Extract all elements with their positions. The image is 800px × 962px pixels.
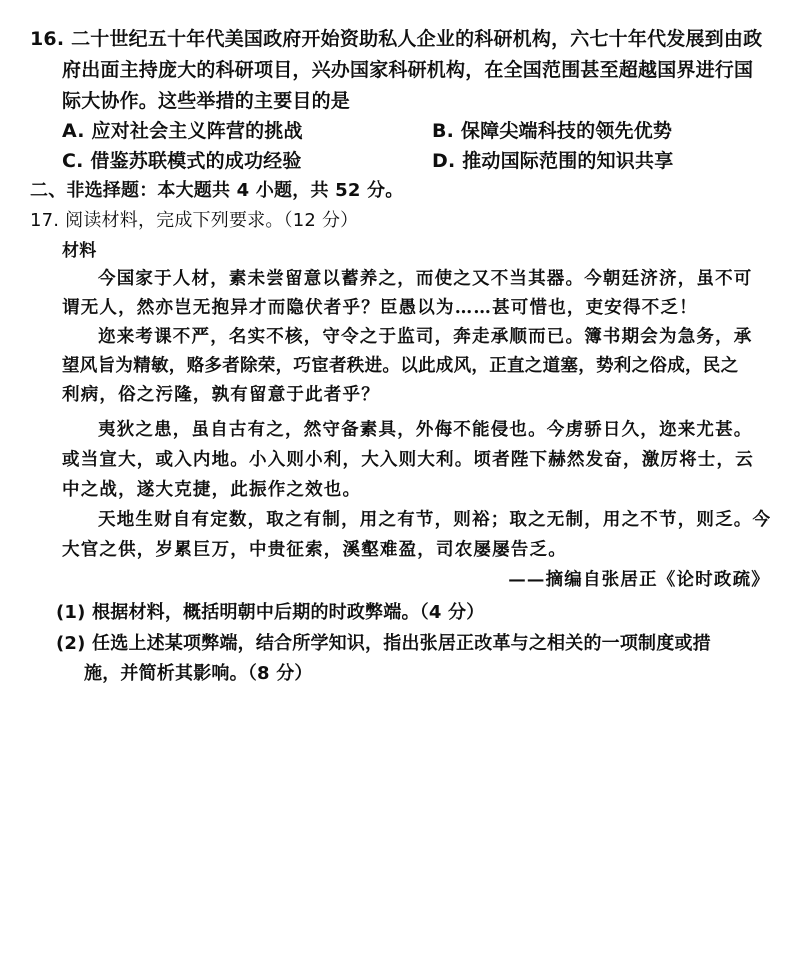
material-p3-line-2: 或当宣大，或入内地。小入则小利，大入则大利。顷者陛下赫然发奋，激厉将士，云 [62,450,754,470]
q16-stem-line-1: 16. 二十世纪五十年代美国政府开始资助私人企业的科研机构，六七十年代发展到由政 [30,28,763,50]
q16-stem-line-3: 际大协作。这些举措的主要目的是 [62,90,351,112]
material-p2-line-3: 利病，俗之污隆，孰有留意于此者乎？ [62,385,380,405]
material-p2-line-1: 迩来考课不严，名实不核，守令之于监司，奔走承顺而已。簿书期会为急务，承 [98,327,753,347]
material-source: ——摘编自张居正《论时政疏》 [508,570,770,590]
q17-sub-question-2-line-2: 施，并简析其影响。（8 分） [84,663,313,684]
q17-title: 17. 阅读材料，完成下列要求。（12 分） [30,210,359,231]
material-label: 材料 [62,241,97,261]
material-p4-line-2: 大官之供，岁累巨万，中贵征索，溪壑难盈，司农屡屡告乏。 [62,540,567,560]
q17-sub-question-1: (1) 根据材料，概括明朝中后期的时政弊端。（4 分） [56,602,485,623]
q16-option-a: A. 应对社会主义阵营的挑战 [62,120,303,142]
q16-option-d: D. 推动国际范围的知识共享 [432,150,674,172]
material-p4-line-1: 天地生财自有定数，取之有制，用之有节，则裕；取之无制，用之不节，则乏。今 [98,510,772,530]
material-p1-line-1: 今国家于人材，素未尝留意以蓄养之，而使之又不当其器。今朝廷济济，虽不可 [98,269,753,289]
q16-option-c: C. 借鉴苏联模式的成功经验 [62,150,302,172]
q17-sub-question-2-line-1: (2) 任选上述某项弊端，结合所学知识，指出张居正改革与之相关的一项制度或措 [56,633,711,654]
q16-stem-line-2: 府出面主持庞大的科研项目，兴办国家科研机构，在全国范围甚至超越国界进行国 [62,59,754,81]
material-p3-line-1: 夷狄之患，虽自古有之，然守备素具，外侮不能侵也。今虏骄日久，迩来尤甚。 [98,420,753,440]
material-p2-line-2: 望风旨为精敏，赂多者除荣，巧宦者秩进。以此成风，正直之道塞，势利之俗成，民之 [62,356,739,376]
section-two-header: 二、非选择题：本大题共 4 小题，共 52 分。 [30,180,404,201]
material-p1-line-2: 谓无人，然亦岂无抱异才而隐伏者乎？臣愚以为……甚可惜也，吏安得不乏！ [62,298,698,318]
q16-option-b: B. 保障尖端科技的领先优势 [432,120,673,142]
material-p3-line-3: 中之战，遂大克捷，此振作之效也。 [62,480,362,500]
